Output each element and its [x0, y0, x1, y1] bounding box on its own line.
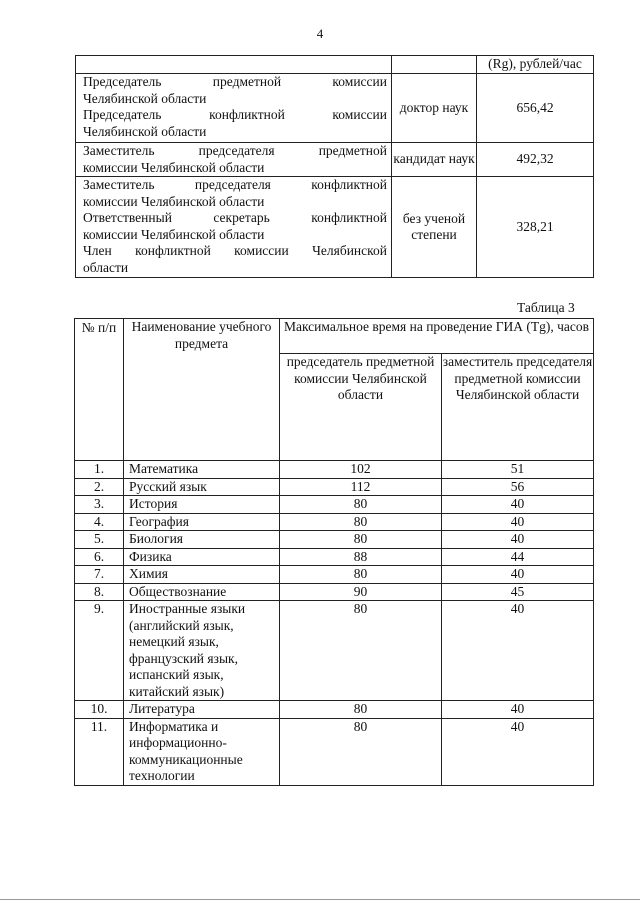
row-number: 3. [75, 496, 124, 514]
table-row: Заместитель председателя предметной комиссии Челябинской области кандидат наук 492,32 [76, 143, 594, 177]
table-row: Председатель предметной комиссии Челябинской области Председатель конфликтной комиссии Челябинской области доктор наук 656,42 [76, 74, 594, 143]
degree-cell: доктор наук [392, 74, 477, 143]
subject-name: Иностранные языки (английский язык, немецкий язык, французский язык, испанский язык, китайский язык) [124, 601, 280, 701]
table-row [75, 583, 594, 601]
table-row [75, 701, 594, 719]
subject-name: Информатика и информационно-коммуникационные технологии [124, 718, 280, 785]
row-number: 10. [75, 701, 124, 719]
chair-hours: 80 [280, 566, 442, 584]
exam-time-table [74, 318, 594, 786]
subject-name: Физика [124, 548, 280, 566]
deputy-hours: 40 [442, 513, 594, 531]
page-bottom-rule [0, 899, 640, 900]
table-row [75, 548, 594, 566]
column-header-subject: Наименование учебного предмета [124, 319, 280, 461]
rate-column-header: (Rg), рублей/час [477, 56, 594, 74]
deputy-hours: 40 [442, 601, 594, 701]
subject-name: Биология [124, 531, 280, 549]
table-row [75, 531, 594, 549]
deputy-hours: 44 [442, 548, 594, 566]
deputy-hours: 56 [442, 478, 594, 496]
table-row [75, 718, 594, 785]
deputy-hours: 40 [442, 531, 594, 549]
subject-name: Математика [124, 461, 280, 479]
deputy-hours: 40 [442, 718, 594, 785]
deputy-hours: 45 [442, 583, 594, 601]
rates-table [75, 55, 594, 278]
column-header-max-time: Максимальное время на проведение ГИА (Tg), часов [280, 319, 594, 354]
table-row [75, 496, 594, 514]
table-row [75, 513, 594, 531]
page-number: 4 [316, 26, 324, 41]
subject-name: Литература [124, 701, 280, 719]
degree-cell: кандидат наук [392, 143, 477, 177]
rate-cell: 492,32 [477, 143, 594, 177]
chair-hours: 80 [280, 496, 442, 514]
table-row [75, 461, 594, 479]
subject-name: География [124, 513, 280, 531]
chair-hours: 80 [280, 601, 442, 701]
row-number: 7. [75, 566, 124, 584]
table-row [75, 478, 594, 496]
rate-cell: 328,21 [477, 177, 594, 278]
subject-name: История [124, 496, 280, 514]
chair-hours: 80 [280, 531, 442, 549]
chair-hours: 80 [280, 513, 442, 531]
row-number: 1. [75, 461, 124, 479]
column-header-num: № п/п [75, 319, 124, 461]
chair-hours: 90 [280, 583, 442, 601]
row-number: 6. [75, 548, 124, 566]
chair-hours: 112 [280, 478, 442, 496]
row-number: 4. [75, 513, 124, 531]
table-row [75, 601, 594, 701]
deputy-hours: 51 [442, 461, 594, 479]
column-header-chair: председатель предметной комиссии Челябинской области [280, 354, 442, 461]
subject-name: Химия [124, 566, 280, 584]
row-number: 8. [75, 583, 124, 601]
row-number: 11. [75, 718, 124, 785]
chair-hours: 102 [280, 461, 442, 479]
table-caption: Таблица 3 [517, 300, 575, 315]
subject-name: Русский язык [124, 478, 280, 496]
chair-hours: 88 [280, 548, 442, 566]
column-header-deputy: заместитель председателя предметной комиссии Челябинской области [442, 354, 594, 461]
deputy-hours: 40 [442, 496, 594, 514]
chair-hours: 80 [280, 718, 442, 785]
deputy-hours: 40 [442, 566, 594, 584]
rate-cell: 656,42 [477, 74, 594, 143]
table-row: Заместитель председателя конфликтной комиссии Челябинской области Ответственный секретарь конфликтной комиссии Челябинской области Член конфликтной комиссии Челябинской области без ученой степени 328,21 [76, 177, 594, 278]
row-number: 2. [75, 478, 124, 496]
deputy-hours: 40 [442, 701, 594, 719]
chair-hours: 80 [280, 701, 442, 719]
degree-cell: без ученой степени [392, 177, 477, 278]
subject-name: Обществознание [124, 583, 280, 601]
row-number: 5. [75, 531, 124, 549]
table-row [75, 566, 594, 584]
row-number: 9. [75, 601, 124, 701]
